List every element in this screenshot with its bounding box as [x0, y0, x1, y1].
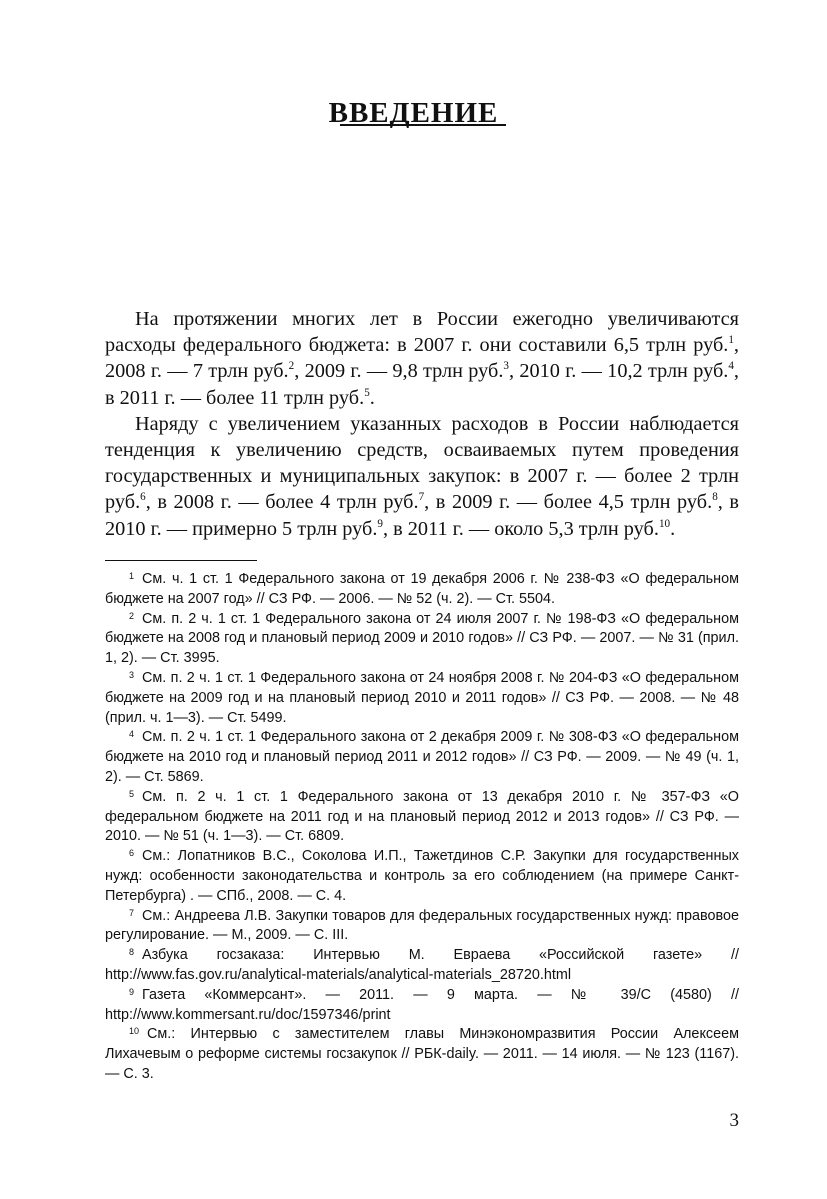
footnote-number: 5: [129, 788, 135, 799]
footnote-separator: [105, 560, 257, 561]
footnote: [105, 728, 739, 787]
footnote: [105, 788, 739, 847]
footnote: [105, 946, 739, 986]
footnote-number: 3: [129, 669, 135, 680]
footnote-number: 4: [129, 729, 135, 740]
footnote-text: См. п. 2 ч. 1 ст. 1 Федерального закона от 13 декабря 2010 г. № 357-ФЗ «О федеральном бюджете на 2011 год и на плановый период 2012 и 2013 годов» // СЗ РФ. — 2010. — № 51 (ч. 1—3). — Ст. 6809.: [105, 788, 739, 845]
footnote-ref: 10: [658, 517, 671, 530]
footnote: [105, 1025, 739, 1084]
footnote-number: 10: [129, 1026, 140, 1037]
footnote-ref: 2: [288, 360, 295, 373]
footnote-text: Газета «Коммерсант». — 2011. — 9 марта. — № 39/С (4580) // http://www.kommersant.ru/doc/1597346/print: [105, 986, 739, 1023]
footnote-text: См. п. 2 ч. 1 ст. 1 Федерального закона от 24 ноября 2008 г. № 204-ФЗ «О федеральном бюджете на 2009 год и на плановый период 2010 и 2011 годов» // СЗ РФ. — 2008. — № 48 (прил. ч. 1—3). — Ст. 5499.: [105, 669, 739, 726]
footnote-ref: 3: [503, 360, 509, 373]
footnote-text: См.: Интервью с заместителем главы Минэкономразвития России Алексеем Лихачевым о реформе системы госзакупок // РБК-daily. — 2011. — 14 июля. — № 123 (1167). — С. 3.: [105, 1026, 739, 1082]
footnote: [105, 907, 739, 947]
footnote-number: 9: [129, 986, 135, 997]
footnote: [105, 847, 739, 906]
footnote: [105, 986, 739, 1026]
footnote-number: 8: [129, 947, 135, 958]
chapter-title: ВВЕДЕНИЕ: [328, 97, 499, 130]
footnote-number: 2: [129, 610, 135, 621]
title-underline: [340, 124, 506, 126]
footnote-ref: 4: [728, 360, 734, 373]
footnote: [105, 669, 739, 728]
footnote-number: 1: [129, 571, 135, 581]
paragraph-2: Наряду с увеличением указанных расходов в России наблюдается тенденция к увеличению средств, осваиваемых путем проведения государственных и муниципальных закупок: в 2007 г. — более 2 трлн руб.$^6$, в 2008 г. — более 4 трлн руб.$^7$, в 2009 г. — более 4,5 трлн руб.$^8$, в 2010 г. — примерно 5 трлн руб.$^9$, в 2011 г. — около 5,3 трлн руб.$^{10}$.: [105, 412, 739, 540]
footnote-text: См.: Лопатников В.С., Соколова И.П., Тажетдинов С.Р. Закупки для государственных нужд: особенности законодательства и контроль за его соблюдением (на примере Санкт-Петербурга) . — СПб., 2008. — С. 4.: [105, 848, 739, 904]
footnote: [105, 570, 739, 610]
body-text: [105, 306, 739, 542]
footnote-text: См. ч. 1 ст. 1 Федерального закона от 19 декабря 2006 г. № 238-ФЗ «О федеральном бюджете на 2007 год» // СЗ РФ. — 2006. — № 52 (ч. 2). — Ст. 5504.: [105, 571, 739, 607]
footnote-ref: 8: [712, 491, 718, 504]
footnote-ref: 7: [418, 491, 425, 504]
footnote-ref: 5: [364, 386, 370, 399]
footnote-text: См. п. 2 ч. 1 ст. 1 Федерального закона от 2 декабря 2009 г. № 308-ФЗ «О федеральном бюджете на 2010 год и плановый период 2011 и 2012 годов» // СЗ РФ. — 2009. — № 49 (ч. 1, 2). — Ст. 5869.: [105, 729, 739, 785]
footnotes: [105, 570, 739, 1085]
paragraph-1: На протяжении многих лет в России ежегодно увеличиваются расходы федерального бюджета: в 2007 г. они составили 6,5 трлн руб.$^1$, 2008 г. — 7 трлн руб.$^2$, 2009 г. — 9,8 трлн руб.$^3$, 2010 г. — 10,2 трлн руб.$^4$, в 2011 г. — более 11 трлн руб.$^5$.: [105, 308, 739, 409]
footnote-number: 6: [129, 848, 135, 859]
footnote-text: См. п. 2 ч. 1 ст. 1 Федерального закона от 24 июля 2007 г. № 198-ФЗ «О федеральном бюджете на 2008 год и плановый период 2009 и 2010 годов» // СЗ РФ. — 2007. — № 31 (прил. 1, 2). — Ст. 3995.: [105, 610, 739, 667]
footnote-text: Азбука госзаказа: Интервью М. Евраева «Российской газете» // http://www.fas.gov.ru/analytical-materials/analytical-materials_28720.html: [105, 947, 739, 983]
footnote-ref: 1: [728, 334, 734, 347]
footnote: [105, 610, 739, 669]
footnote-ref: 9: [377, 517, 383, 530]
footnote-ref: 6: [140, 491, 146, 504]
footnote-number: 7: [129, 907, 135, 918]
footnote-text: См.: Андреева Л.В. Закупки товаров для федеральных государственных нужд: правовое регулирование. — М., 2009. — С. III.: [105, 907, 739, 944]
page-number: 3: [729, 1110, 739, 1131]
